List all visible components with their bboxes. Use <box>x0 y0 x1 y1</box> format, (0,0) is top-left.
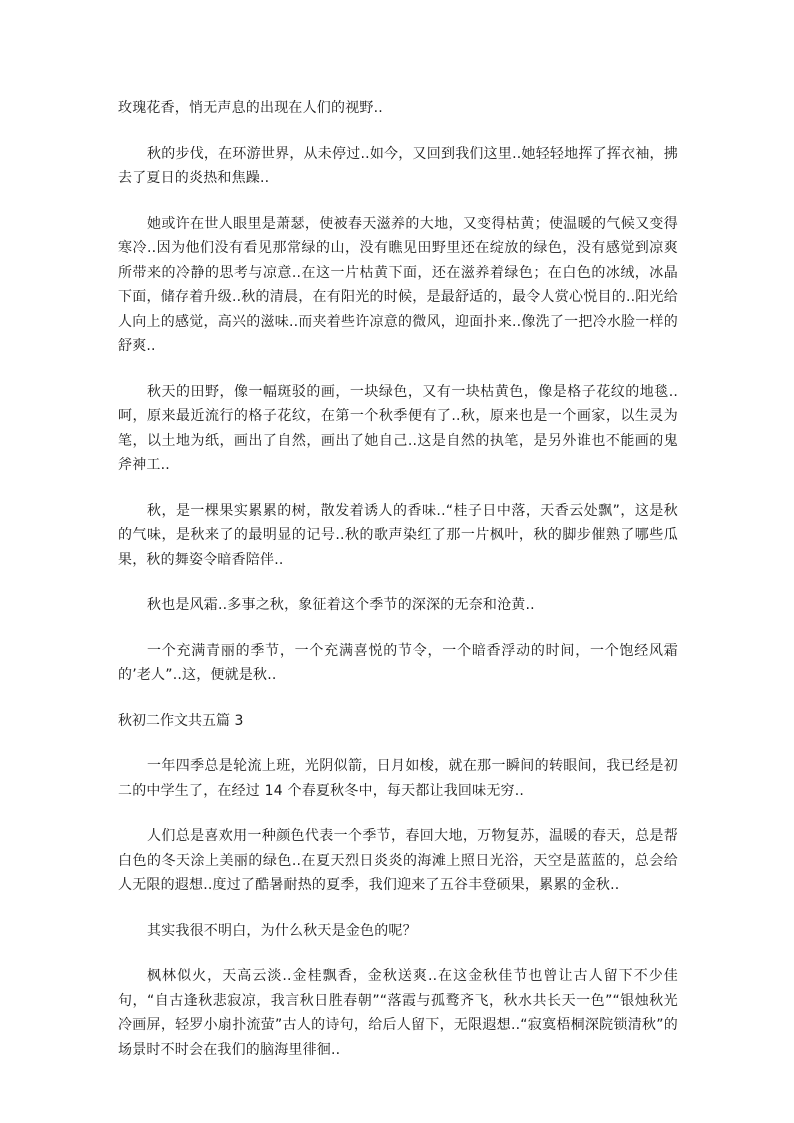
paragraph: 其实我很不明白，为什么秋天是金色的呢？ <box>147 922 417 939</box>
paragraph: 秋也是风霜..多事之秋，象征着这个季节的深深的无奈和沧黄.. <box>147 597 535 613</box>
paragraph: 一年四季总是轮流上班，光阴似箭，日月如梭，就在那一瞬间的转眼间，我已经是初二的中学生了，在经过 14 个春夏秋冬中，每天都让我回味无穷.. <box>118 758 678 799</box>
document-content <box>118 96 678 1083</box>
section-heading: 秋初二作文共五篇 3 <box>118 712 244 729</box>
paragraph: 秋的步伐，在环游世界，从未停过..如今，又回到我们这里..她轻轻地挥了挥衣袖，拂去了夏日的炎热和焦躁.. <box>118 145 678 186</box>
paragraph: 玫瑰花香，悄无声息的出现在人们的视野.. <box>118 100 383 116</box>
paragraph: 人们总是喜欢用一种颜色代表一个季节，春回大地，万物复苏，温暖的春天，总是帮白色的冬天涂上美丽的绿色..在夏天烈日炎炎的海滩上照日光浴，天空是蓝蓝的，总会给人无限的遐想..度过了酷暑耐热的夏季，我们迎来了五谷丰登硕果，累累的金秋.. <box>118 828 678 893</box>
paragraph: 秋天的田野，像一幅斑驳的画，一块绿色，又有一块枯黄色，像是格子花纹的地毯..呵，原来最近流行的格子花纹，在第一个秋季便有了..秋，原来也是一个画家，以生灵为笔，以土地为纸，画出了自然，画出了她自己..这是自然的执笔，是另外谁也不能画的鬼斧神工.. <box>118 383 678 473</box>
paragraph: 枫林似火，天高云淡..金桂飘香，金秋送爽..在这金秋佳节也曾让古人留下不少佳句，“自古逢秋悲寂凉，我言秋日胜春朝”“落霞与孤鹜齐飞，秋水共长天一色”“银烛秋光冷画屏，轻罗小扇扑流萤”古人的诗句，给后人留下，无限遐想..“寂寞梧桐深院锁清秋”的场景时不时会在我们的脑海里徘徊.. <box>118 968 678 1058</box>
paragraph: 秋，是一棵果实累累的树，散发着诱人的香味..“桂子日中落，天香云处飘”，这是秋的气味，是秋来了的最明显的记号..秋的歌声染红了那一片枫叶，秋的脚步催熟了哪些瓜果，秋的舞姿令暗香陪伴.. <box>118 502 678 568</box>
paragraph: 她或许在世人眼里是萧瑟，使被春天滋养的大地，又变得枯黄；使温暖的气候又变得寒冷..因为他们没有看见那常绿的山，没有瞧见田野里还在绽放的绿色，没有感觉到凉爽所带来的冷静的思考与凉意..在这一片枯黄下面，还在滋养着绿色；在白色的冰绒，冰晶下面，储存着升级..秋的清晨，在有阳光的时候，是最舒适的，最令人赏心悦目的..阳光给人向上的感觉，高兴的滋味..而夹着些许凉意的微风，迎面扑来..像洗了一把冷水脸一样的舒爽.. <box>118 215 678 354</box>
paragraph: 一个充满青丽的季节，一个充满喜悦的节令，一个暗香浮动的时间，一个饱经风霜的’老人”..这，便就是秋.. <box>118 642 678 683</box>
